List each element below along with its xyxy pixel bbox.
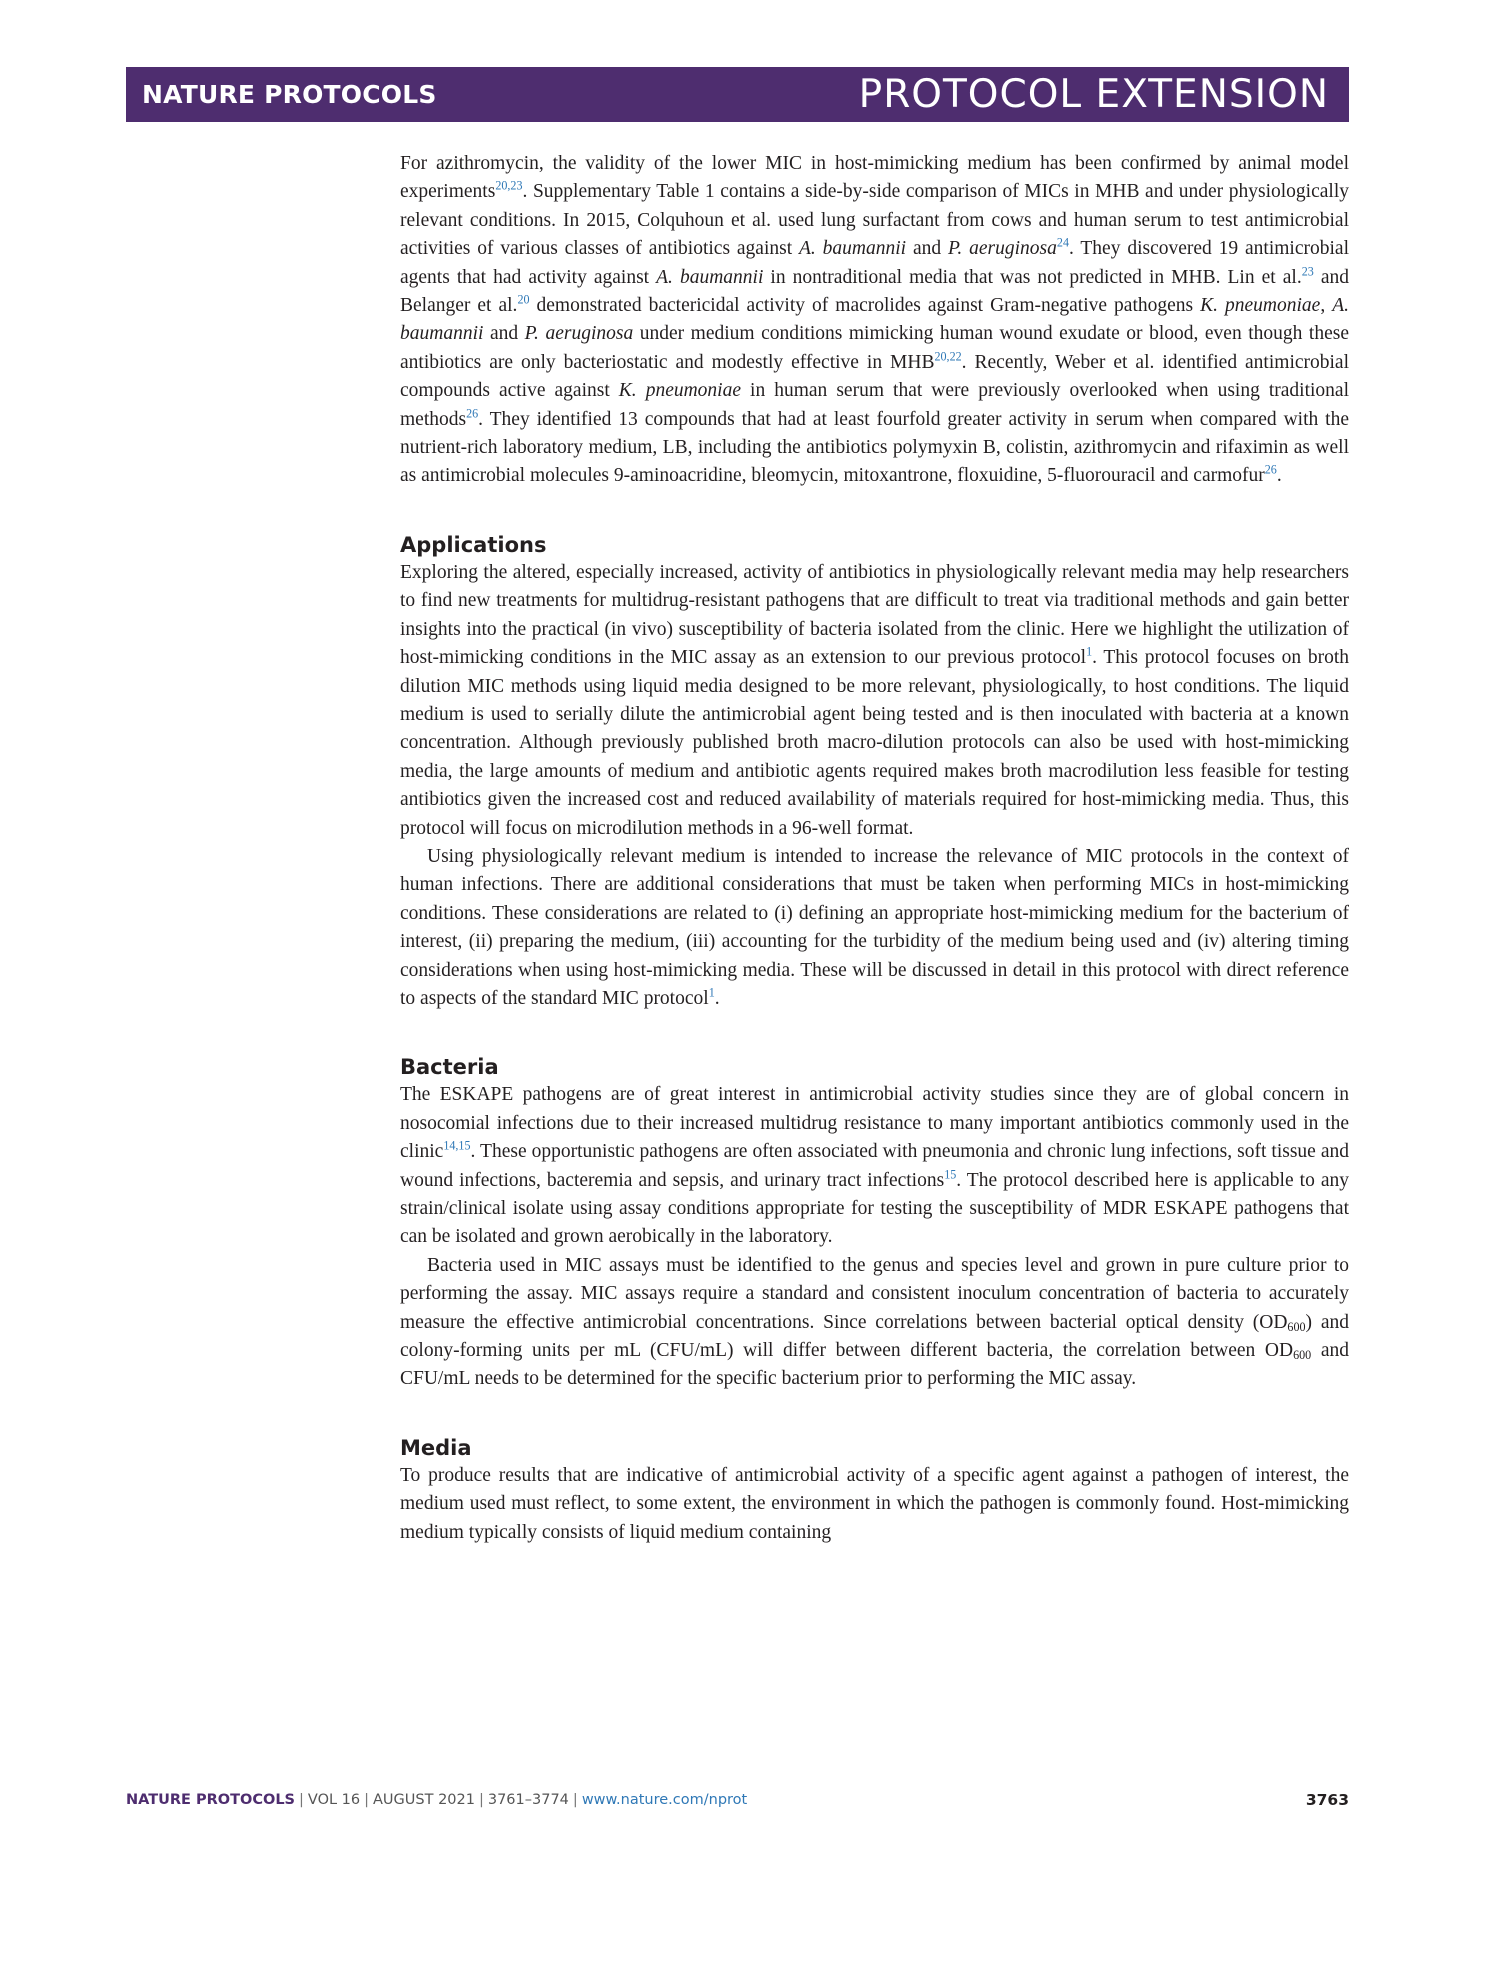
footer-pages: 3761–3774 [487, 1792, 569, 1808]
text-run: under medium conditions mimicking human wound exudate or blood, even though these antibiotics are only bacteriostatic and modestly effective in MHB [400, 323, 1349, 373]
paragraph [400, 1462, 1349, 1547]
section-applications [400, 531, 1349, 1014]
text-run: . This protocol focuses on broth dilution MIC methods using liquid media designed to be more relevant, physiologically, to host conditions. The liquid medium is used to serially dilute the antimicrobial agent being tested and is then inoculated with bacteria at a known concentration. Although previously published broth macro-dilution protocols can also be used with host-mimicking media, the large amounts of medium and antibiotic agents required makes broth macrodilution less feasible for testing antibiotics given the increased cost and reduced availability of materials required for host-mimicking media. Thus, this protocol will focus on microdilution methods in a 96-well format. [400, 647, 1349, 839]
article-type: PROTOCOL EXTENSION [858, 72, 1329, 117]
text-run: The ESKAPE pathogens are of great interest in antimicrobial activity studies since they are of global concern in nosocomial infections due to their increased multidrug resistance to many important antibiotics commonly used in the clinic [400, 1084, 1349, 1163]
species-name: A. baumannii [656, 266, 764, 288]
divider: | [572, 1792, 578, 1808]
text-run: and CFU/mL needs to be determined for the specific bacterium prior to performing the MIC assay. [400, 1340, 1349, 1390]
page-number: 3763 [1305, 1791, 1349, 1809]
species-name: K. pneumoniae [618, 380, 742, 402]
citation-ref[interactable]: 15 [944, 1167, 957, 1182]
citation-ref[interactable]: 23 [1301, 264, 1314, 279]
text-run: and [906, 238, 948, 260]
text-run: ) and colony-forming units per mL (CFU/mL) will differ between different bacteria, the correlation between OD [400, 1311, 1349, 1362]
paragraph [400, 1081, 1349, 1251]
subscript: 600 [1293, 1348, 1312, 1363]
footer-citation [126, 1792, 747, 1808]
text-run: To produce results that are indicative of antimicrobial activity of a specific agent against a pathogen of interest, the medium used must reflect, to some extent, the environment in which the pathogen is commonly found. Host-mimicking medium typically consists of liquid medium containing [400, 1464, 1349, 1543]
citation-ref[interactable]: 24 [1056, 235, 1069, 250]
text-run: Exploring the altered, especially increased, activity of antibiotics in physiologically relevant media may help researchers to find new treatments for multidrug-resistant pathogens that are difficult to treat via traditional methods and gain better insights into the practical (in vivo) susceptibility of bacteria isolated from the clinic. Here we highlight the utilization of host-mimicking conditions in the MIC assay as an extension to our previous protocol [400, 561, 1349, 669]
section-heading: Bacteria [400, 1055, 499, 1080]
text-run: , [1320, 295, 1333, 317]
text-run: demonstrated bactericidal activity of macrolides against Gram-negative pathogens [529, 295, 1201, 317]
citation-ref[interactable]: 26 [466, 406, 479, 421]
text-run: . These opportunistic pathogens are often associated with pneumonia and chronic lung infections, soft tissue and wound infections, bacteremia and sepsis, and urinary tract infections [400, 1141, 1349, 1191]
species-name: K. pneumoniae [1200, 295, 1321, 317]
page-footer [126, 1788, 1349, 1812]
text-run: . They identified 13 compounds that had at least fourfold greater activity in serum when compared with the nutrient-rich laboratory medium, LB, including the antibiotics polymyxin B, colistin, azithromycin and rifaximin as well as antimicrobial molecules 9-aminoacridine, bleomycin, mitoxantrone, floxuidine, 5-fluorouracil and carmofur [400, 408, 1349, 487]
divider: | [364, 1792, 370, 1808]
paragraph [400, 1252, 1349, 1394]
text-run: Using physiologically relevant medium is intended to increase the relevance of MIC protocols in the context of human infections. There are additional considerations that must be taken when performing MICs in host-mimicking conditions. These considerations are related to (i) defining an appropriate host-mimicking medium for the bacterium of interest, (ii) preparing the medium, (iii) accounting for the turbidity of the medium being used and (iv) altering timing considerations when using host-mimicking media. These will be discussed in detail in this protocol with direct reference to aspects of the standard MIC protocol [400, 845, 1349, 1009]
subscript: 600 [1287, 1319, 1306, 1334]
footer-date: AUGUST 2021 [373, 1792, 475, 1808]
text-run: and Belanger et al. [400, 266, 1349, 317]
journal-link[interactable]: www.nature.com/nprot [581, 1792, 748, 1808]
citation-ref[interactable]: 14,15 [443, 1138, 471, 1153]
section-heading: Applications [400, 532, 547, 557]
section-heading: Media [400, 1435, 472, 1460]
article-body [400, 150, 1349, 1547]
species-name: A. baumannii [400, 295, 1350, 345]
citation-ref[interactable]: 26 [1264, 462, 1277, 477]
citation-ref[interactable]: 20,22 [934, 349, 962, 364]
text-run: . They discovered 19 antimicrobial agents that had activity against [400, 238, 1349, 288]
species-name: A. baumannii [799, 238, 907, 260]
paragraph [400, 843, 1349, 1013]
citation-ref[interactable]: 20,23 [495, 178, 523, 193]
text-run: For azithromycin, the validity of the lower MIC in host-mimicking medium has been confirmed by animal model experiments [400, 153, 1349, 203]
citation-ref[interactable]: 20 [517, 292, 530, 307]
text-run: and [483, 323, 525, 345]
journal-name: NATURE PROTOCOLS [142, 80, 437, 109]
text-run: . Recently, Weber et al. identified antimicrobial compounds active against [400, 351, 1349, 402]
paragraph [400, 559, 1349, 843]
citation-ref[interactable]: 1 [708, 985, 715, 1000]
header-banner [126, 67, 1349, 122]
divider: | [478, 1792, 484, 1808]
species-name: P. aeruginosa [524, 323, 634, 345]
intro-paragraph [400, 150, 1349, 491]
footer-volume: VOL 16 [307, 1792, 361, 1808]
text-run: Bacteria used in MIC assays must be identified to the genus and species level and grown in pure culture prior to performing the assay. MIC assays require a standard and consistent inoculum concentration of bacteria to accurately measure the effective antimicrobial concentrations. Since correlations between bacterial optical density (OD [400, 1254, 1349, 1333]
text-run: . [714, 987, 720, 1009]
text-run: in human serum that were previously overlooked when using traditional methods [400, 380, 1349, 430]
section-media [400, 1434, 1349, 1547]
divider: | [299, 1792, 304, 1808]
text-run: in nontraditional media that was not predicted in MHB. Lin et al. [763, 266, 1302, 288]
text-run: . Supplementary Table 1 contains a side-by-side comparison of MICs in MHB and under physiologically relevant conditions. In 2015, Colquhoun et al. used lung surfactant from cows and human serum to test antimicrobial activities of various classes of antibiotics against [400, 181, 1349, 260]
footer-journal: NATURE PROTOCOLS [126, 1792, 296, 1808]
text-run: . [1276, 465, 1282, 487]
species-name: P. aeruginosa [948, 238, 1057, 260]
citation-ref[interactable]: 1 [1086, 644, 1093, 659]
text-run: . The protocol described here is applicable to any strain/clinical isolate using assay conditions appropriate for testing the susceptibility of MDR ESKAPE pathogens that can be isolated and grown aerobically in the laboratory. [400, 1169, 1349, 1248]
section-bacteria [400, 1053, 1349, 1393]
